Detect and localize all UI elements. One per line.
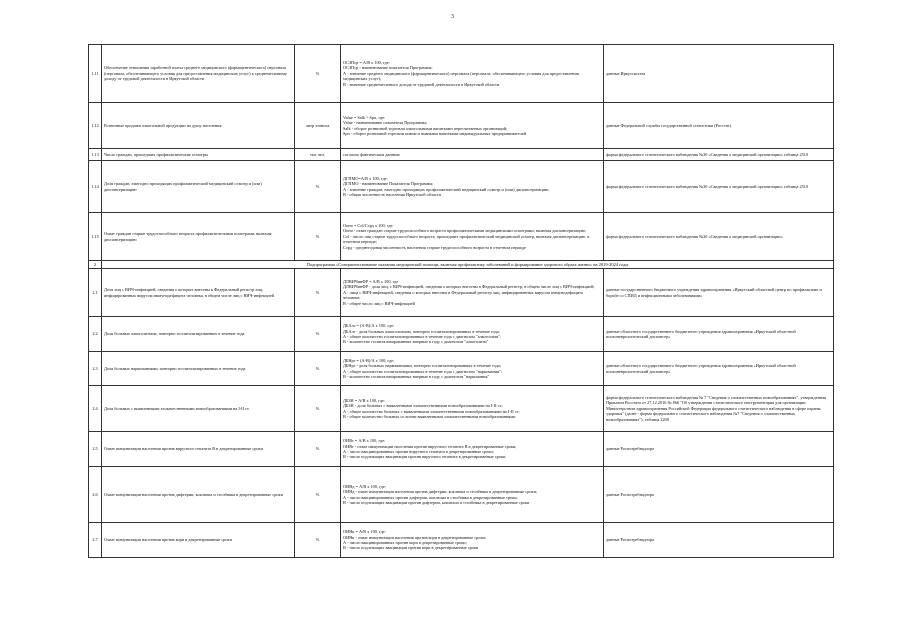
formula-line: В - число подлежащих вакцинации против вирусного гепатита в декретированные сроки	[343, 454, 506, 460]
formula-line: ДГПМО - наименование Показателя Программы;	[343, 181, 434, 187]
indicator-name: Охват иммунизации населения против дифтерии, коклюша и столбняка в декретированные сроки	[102, 467, 295, 523]
calculation-formula	[341, 523, 604, 558]
calculation-formula	[341, 213, 604, 261]
indicator-name: Охват иммунизации населения против кори в декретированные сроки	[102, 523, 295, 558]
row-number: 2.5	[89, 432, 102, 467]
subprogram-number: 2	[89, 261, 102, 269]
formula-line: Col - число лиц старше трудоспособного возраста, прошедших профилактический медицинский осмотр, включая диспансеризацию, в отчетном периоде;	[343, 233, 590, 245]
row-number: 2.7	[89, 523, 102, 558]
formula-line: В - количество госпитализированных впервые в году с диагнозом "алкоголизм"	[343, 339, 489, 345]
formula-line: ОИНд = А/В x 100, где:	[343, 483, 386, 489]
data-source: данные Федеральной службы государственной статистики (Росстат)	[604, 103, 834, 149]
table-row	[89, 352, 834, 386]
indicator-name: Розничные продажи алкогольной продукции на душу населения	[102, 103, 295, 149]
table-row	[89, 161, 834, 213]
table-row	[89, 432, 834, 467]
calculation-formula	[341, 467, 604, 523]
row-number: 1.11	[89, 45, 102, 103]
formula-line: Опно = Col/Cсрд x 100, где:	[343, 222, 394, 228]
data-source: данные областного государственного бюджетного учреждения здравоохранения «Иркутский областной психоневрологический диспансер»	[604, 317, 834, 352]
formula-line: В - общее число лиц с ВИЧ-инфекцией	[343, 300, 415, 306]
indicator-name: Доля граждан, ежегодно проходящих профилактический медицинский осмотр и (или) диспансеризацию	[102, 161, 295, 213]
unit-of-measure: %	[295, 386, 341, 432]
table-row	[89, 317, 834, 352]
unit-of-measure: %	[295, 317, 341, 352]
page-number: 3	[451, 14, 454, 20]
indicator-name: Доля больных с выявленными злокачественными новообразованиями на I-II ст.	[102, 386, 295, 432]
subprogram-row	[89, 261, 834, 269]
formula-line: ОИВг - охват иммунизации населения против вирусного гепатита В в декретированные сроки;	[343, 443, 517, 449]
formula-line: Sрп - оборот розничной торговли пивом и пивными напитками индивидуальных предпринимателей	[343, 130, 527, 136]
table-row	[89, 45, 834, 103]
formula-line: ДБАлг = (А-В)/А x 100, где:	[343, 323, 395, 329]
formula-line: А - общее количество больных с выявленными злокачественными новообразованиями на I-II ст;	[343, 408, 520, 414]
row-number: 1.15	[89, 213, 102, 261]
row-number: 2.6	[89, 467, 102, 523]
data-source: данные Иркутскстата	[604, 45, 834, 103]
formula-line: ОИВг = А/В x 100, где:	[343, 438, 386, 444]
indicator-name: Число граждан, прошедших профилактические осмотры	[102, 149, 295, 161]
formula-line: Value - наименование показателя Программы;	[343, 120, 427, 126]
formula-line: согласно фактическим данным	[343, 151, 400, 157]
formula-line: ОИНк - охват иммунизации населения против кори в декретированные сроки;	[343, 534, 487, 540]
formula-line: ДБНрг = (А-В)/А x 100, где:	[343, 357, 395, 363]
formula-line: ДБЗН - доля больных с выявленными злокачественными новообразованиями на I-II ст;	[343, 403, 503, 409]
formula-line: Опно - охват граждан старше трудоспособного возраста профилактическими медицинскими осмотрами, включая диспансеризацию;	[343, 228, 587, 234]
unit-of-measure: литр этанола	[295, 103, 341, 149]
formula-line: В - значение среднемесячного дохода от трудовой деятельности в Иркутской области	[343, 81, 500, 87]
formula-line: ОСЗПср = А/В x 100, где:	[343, 59, 390, 65]
calculation-formula	[341, 149, 604, 161]
formula-line: ОИНд - охват иммунизации населения против дифтерии, коклюша и столбняка в декретированные сроки;	[343, 489, 538, 495]
table-row	[89, 213, 834, 261]
formula-line: В - число подлежащих вакцинации против кори в декретированные сроки	[343, 545, 479, 551]
row-number: 2.2	[89, 317, 102, 352]
indicators-table	[88, 44, 834, 558]
subprogram-title: Подпрограмма «Совершенствование оказания медицинской помощи, включая профилактику заболеваний и формирование здорового образа жизни» на 2019-2024 годы	[102, 261, 834, 269]
calculation-formula	[341, 45, 604, 103]
data-source: форма федерального статистического наблюдения №30 «Сведения о медицинской организации»	[604, 213, 834, 261]
row-number: 2.3	[89, 352, 102, 386]
formula-line: В - общее количество больных со всеми выявленными злокачественными новообразованиями	[343, 413, 516, 419]
row-number: 1.12	[89, 103, 102, 149]
table-row	[89, 149, 834, 161]
calculation-formula	[341, 161, 604, 213]
data-source: данные государственного бюджетного учреждения здравоохранения «Иркутский областной центр по профилактике и борьбе со СПИД и инфекционными заболеваниями»	[604, 269, 834, 317]
unit-of-measure: %	[295, 161, 341, 213]
formula-line: ОИНк = А/В x 100, где:	[343, 529, 386, 535]
formula-line: В - общая численность населения Иркутской области	[343, 191, 441, 197]
row-number: 2.4	[89, 386, 102, 432]
calculation-formula	[341, 432, 604, 467]
formula-line: А - общее количество госпитализированных в течение года с диагнозом "алкоголизм";	[343, 334, 502, 339]
unit-of-measure: %	[295, 213, 341, 261]
formula-line: ДЛВИЧинФР - доля лиц, с ВИЧ-инфекцией, сведения о которых внесены в Федеральный регистр, в общем числе лиц с ВИЧ-инфекцией;	[343, 284, 595, 290]
table-row	[89, 386, 834, 432]
formula-line: ДГПМО=А/В x 100, где:	[343, 175, 388, 181]
formula-line: Cсрд - среднегодовая численность населения старше трудоспособного возраста в отчетном периоде	[343, 244, 526, 250]
data-source: форма федерального статистического наблюдения №30 «Сведения о медицинской организации» таблица 2510	[604, 149, 834, 161]
formula-line: А - число вакцинированных против вирусного гепатита в декретированные сроки;	[343, 449, 494, 454]
unit-of-measure: %	[295, 45, 341, 103]
indicator-name: Доля больных алкоголизмом, повторно госпитализированных в течение года	[102, 317, 295, 352]
calculation-formula	[341, 317, 604, 352]
formula-line: В - количество госпитализированных впервые в году с диагнозом "наркомания"	[343, 373, 490, 379]
formula-line: ДБНрг - доля больных наркоманиями, повторно госпитализированных в течение года;	[343, 363, 501, 369]
indicator-name: Охват иммунизации населения против вирусного гепатита В в декретированные сроки	[102, 432, 295, 467]
formula-line: А - число вакцинированных против дифтерии, коклюша и столбняка в декретированные сроки;	[343, 494, 518, 500]
indicator-name: Охват граждан старше трудоспособного возраста профилактическими осмотрами, включая диспансеризацию	[102, 213, 295, 261]
formula-line: Value = Salk ÷ Sрп, где:	[343, 114, 386, 120]
formula-line: Salk - оборот розничной торговли алкогольными напитками пересчитанных организаций;	[343, 125, 508, 131]
table-row	[89, 269, 834, 317]
unit-of-measure: тыс чел.	[295, 149, 341, 161]
indicator-name: Доля лиц с ВИЧ-инфекцией, сведения о которых внесены в Федеральный регистр лиц, инфицированных вирусом иммунодефицита человека, в общем числе лиц с ВИЧ-инфекцией	[102, 269, 295, 317]
formula-line: ДБЗН = А/В x 100, где:	[343, 397, 386, 403]
data-source: форма федерального статистического наблюдения № 7 "Сведения о злокачественных новообразованиях", утвержденная Приказом Росстата от 27.12.2016 № 866 "Об утверждении статистического инструментария для организации Министерством здравоохранения Российской Федерации федерального статистического наблюдения в сфере охраны здоровья" (далее - форма федерального статистического наблюдения №7 "Сведения о злокачественных новообразованиях"), таблица 2200	[604, 386, 834, 432]
formula-line: А - значение граждан, ежегодно проходящих профилактический медицинский осмотр и (или) диспансеризацию;	[343, 186, 550, 192]
unit-of-measure: %	[295, 352, 341, 386]
formula-line: А - значение среднего медицинского (фармацевтического) персонала (персонала, обеспечивающего условия для предоставления медицинских услуг);	[343, 70, 579, 82]
indicator-name: Доля больных наркоманиями, повторно госпитализированных в течение года	[102, 352, 295, 386]
table-row	[89, 103, 834, 149]
unit-of-measure: %	[295, 432, 341, 467]
unit-of-measure: %	[295, 523, 341, 558]
formula-line: ОСЗПср - наименование показателя Программы;	[343, 65, 433, 71]
calculation-formula	[341, 352, 604, 386]
data-source: данные Роспотребнадзора	[604, 523, 834, 558]
data-source: данные Роспотребнадзора	[604, 467, 834, 523]
formula-line: А - число вакцинированных против кори в декретированные сроки;	[343, 540, 467, 545]
calculation-formula	[341, 386, 604, 432]
table-row	[89, 467, 834, 523]
formula-line: В - число подлежащих вакцинации против дифтерии, коклюша и столбняка в декретированные сроки	[343, 499, 530, 505]
data-source: данные Роспотребнадзора	[604, 432, 834, 467]
calculation-formula	[341, 269, 604, 317]
formula-line: ДЛВИЧинФР = А/В x 100, где	[343, 278, 399, 284]
unit-of-measure: %	[295, 467, 341, 523]
data-source: данные областного государственного бюджетного учреждения здравоохранения «Иркутский областной психоневрологический диспансер»	[604, 352, 834, 386]
unit-of-measure: %	[295, 269, 341, 317]
formula-line: ДБАлг - доля больных алкоголизмом, повторно госпитализированных в течение года;	[343, 328, 500, 334]
indicator-name: Обеспечение отношения заработной платы среднего медицинского (фармацевтического) персонала (персонала, обеспечивающего условия для предоставления медицинских услуг) к среднемесячному доходу от трудовой деятельности в Иркутской области	[102, 45, 295, 103]
calculation-formula	[341, 103, 604, 149]
formula-line: А - лица с ВИЧ-инфекцией, сведения о которых внесены в Федеральный регистр лиц, инфицированных вирусом иммунодефицита человека;	[343, 289, 583, 301]
row-number: 1.13	[89, 149, 102, 161]
table-row	[89, 523, 834, 558]
row-number: 1.14	[89, 161, 102, 213]
formula-line: А - общее количество госпитализированных в течение года с диагнозом "наркомания";	[343, 368, 502, 374]
row-number: 2.1	[89, 269, 102, 317]
data-source: форма федерального статистического наблюдения №30 «Сведения о медицинской организации» таблица 2510	[604, 161, 834, 213]
